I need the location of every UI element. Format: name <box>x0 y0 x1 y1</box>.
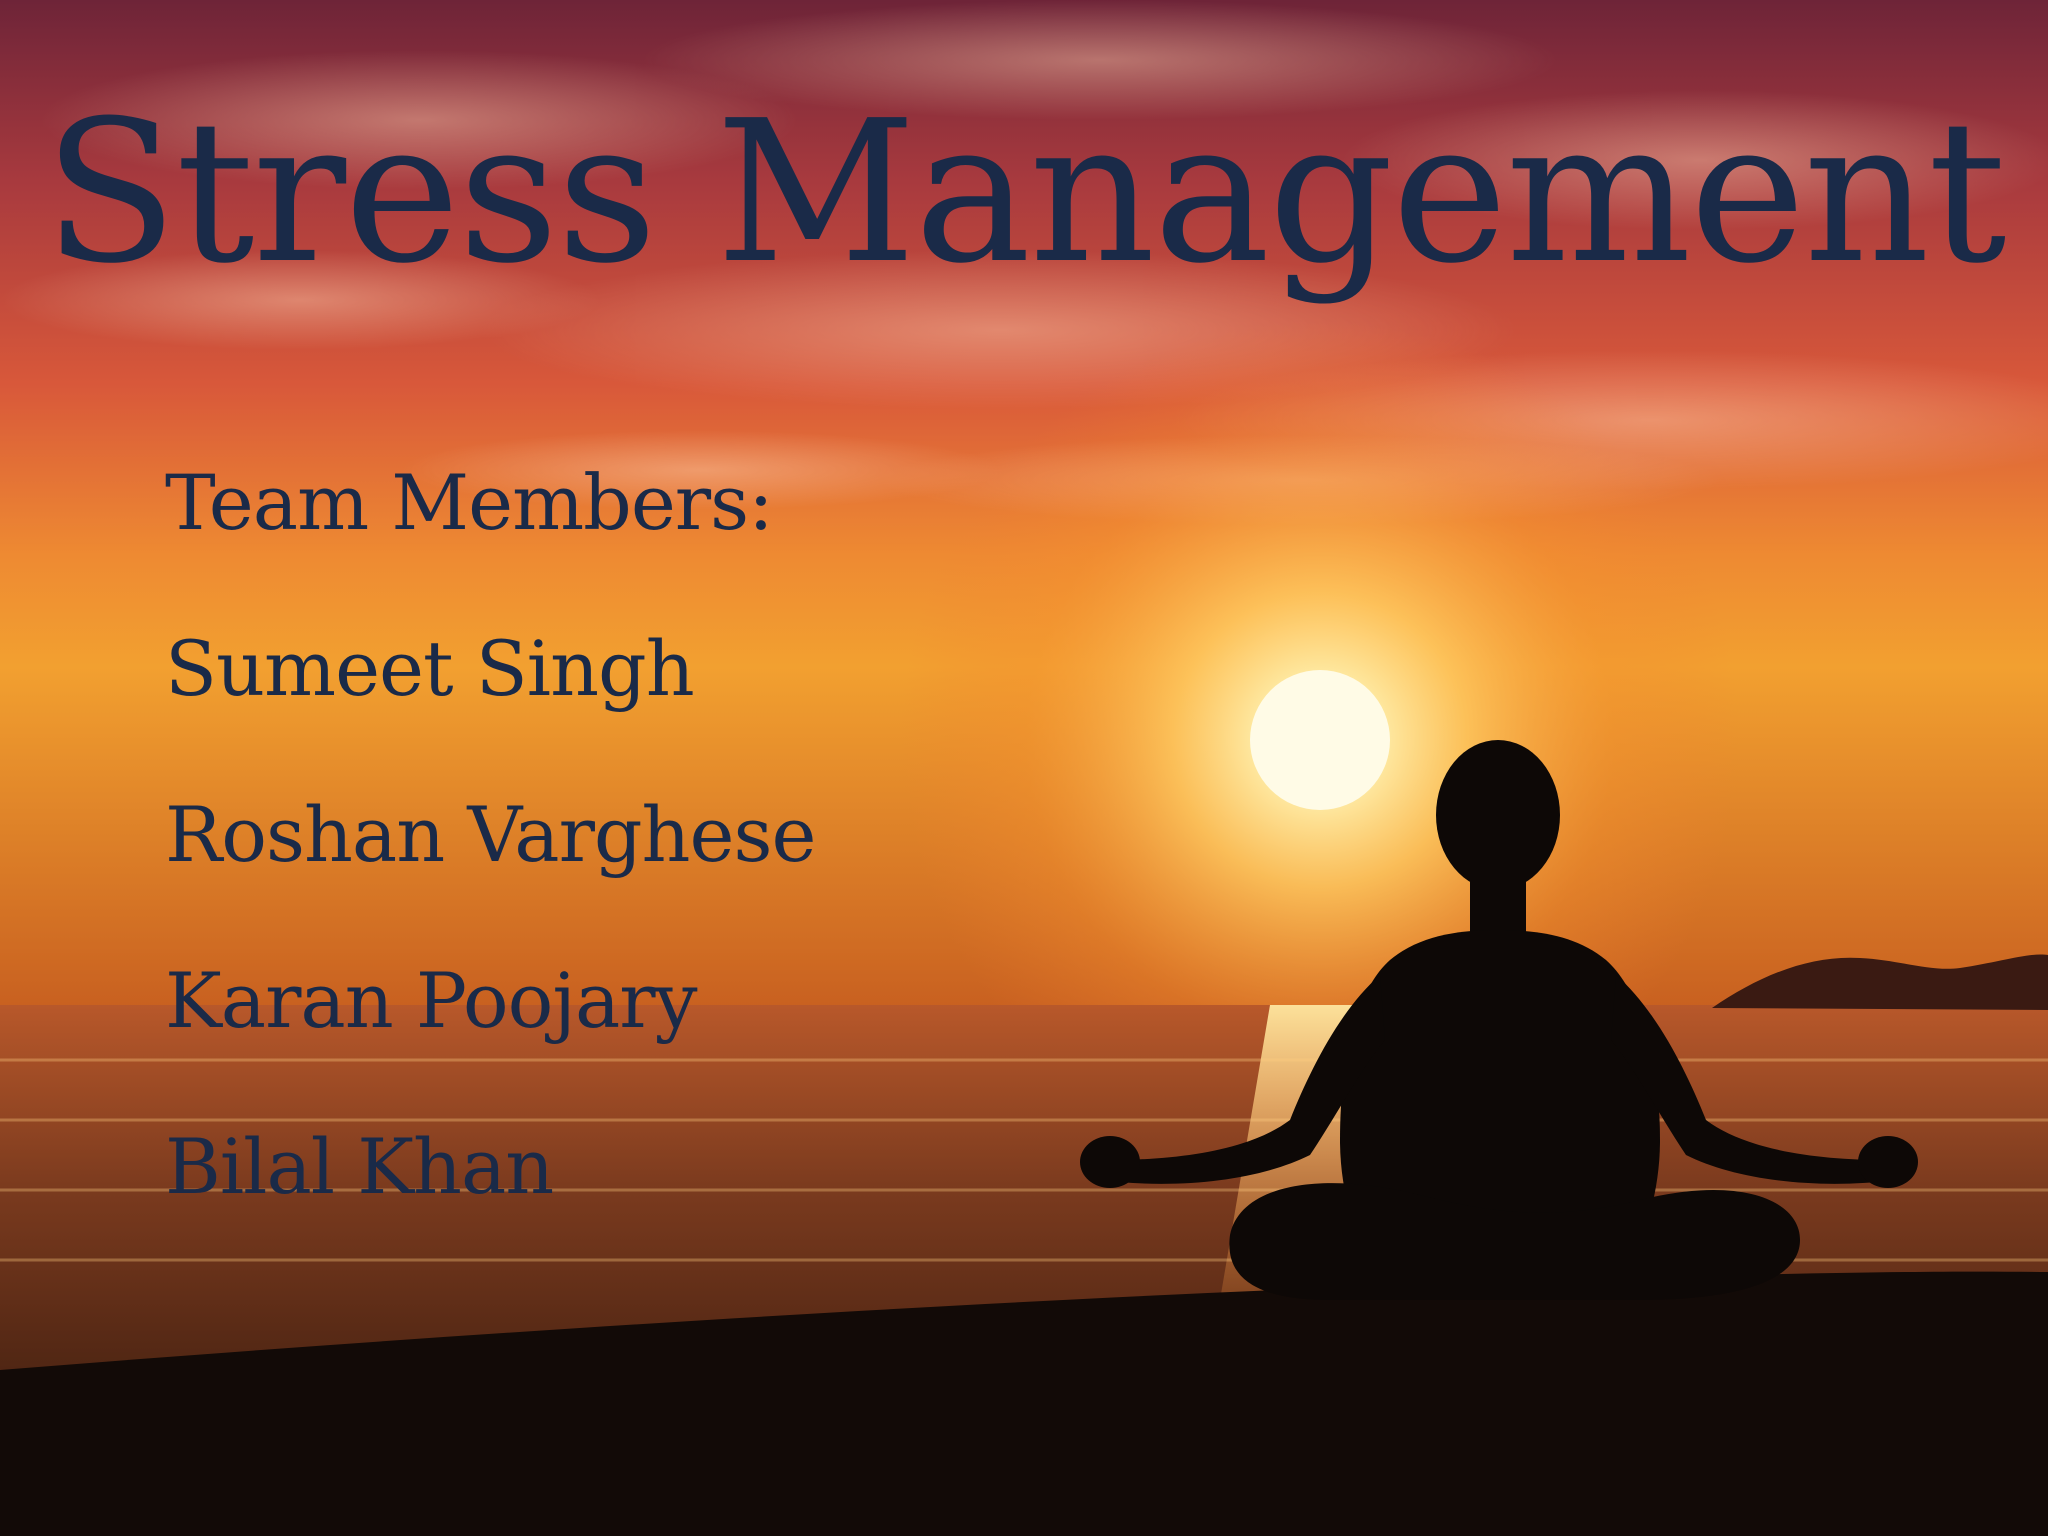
sun <box>1250 670 1390 810</box>
team-member-name: Bilal Khan <box>165 1122 554 1211</box>
team-member-name: Karan Poojary <box>165 956 697 1045</box>
team-members-heading: Team Members: <box>165 458 773 547</box>
team-members-list <box>165 420 1065 1250</box>
team-member-name: Roshan Varghese <box>165 790 816 879</box>
slide-title: Stress Management <box>43 79 2005 307</box>
team-member-name: Sumeet Singh <box>165 624 694 713</box>
